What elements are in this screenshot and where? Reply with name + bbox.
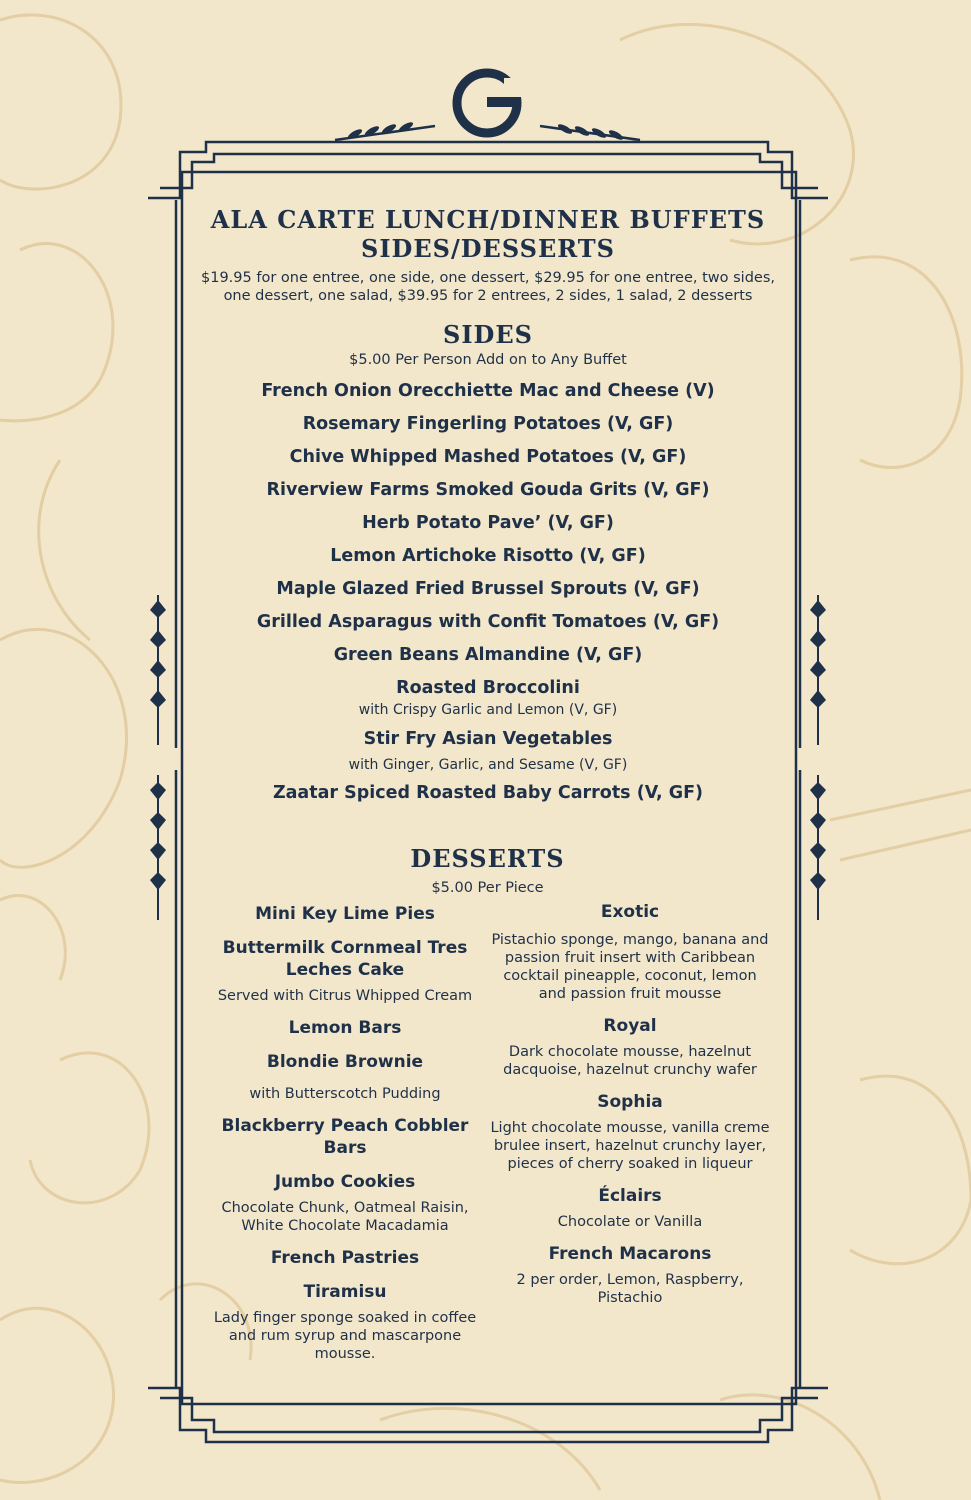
dessert-description: Lady finger sponge soaked in coffee and rum syrup and mascarpone mousse. (213, 1310, 477, 1362)
dessert-name: French Pastries (270, 1248, 420, 1268)
dessert-name: Sophia (597, 1092, 663, 1112)
menu-subtitle: SIDES/DESSERTS (360, 234, 615, 263)
side-item: Zaatar Spiced Roasted Baby Carrots (V, GF) (272, 783, 704, 803)
desserts-heading: DESSERTS (410, 844, 565, 873)
dessert-description: Chocolate Chunk, Oatmeal Raisin, White Chocolate Macadamia (221, 1200, 469, 1234)
dessert-description: Served with Citrus Whipped Cream (217, 988, 473, 1004)
sides-heading: SIDES (443, 320, 533, 349)
dessert-name: Buttermilk Cornmeal Tres Leches Cake (222, 938, 468, 980)
dessert-description: 2 per order, Lemon, Raspberry, Pistachio (516, 1272, 744, 1306)
desserts-section (205, 845, 770, 1363)
sides-price-note: $5.00 Per Person Add on to Any Buffet (349, 352, 627, 368)
dessert-name: Blondie Brownie (266, 1052, 424, 1072)
dessert-name: Exotic (600, 902, 660, 922)
dessert-description: Chocolate or Vanilla (557, 1214, 703, 1230)
side-item: Rosemary Fingerling Potatoes (V, GF) (302, 414, 674, 434)
side-item: Lemon Artichoke Risotto (V, GF) (330, 546, 646, 566)
dessert-name: Tiramisu (303, 1282, 387, 1302)
side-item: Green Beans Almandine (V, GF) (333, 645, 643, 665)
pricing-line-1: $19.95 for one entree, one side, one dessert, $29.95 for one entree, two sides, (201, 270, 775, 286)
side-item-description: with Ginger, Garlic, and Sesame (V, GF) (348, 757, 628, 773)
side-item: Herb Potato Pave’ (V, GF) (362, 513, 614, 533)
dessert-description: Dark chocolate mousse, hazelnut dacquoise, hazelnut crunchy wafer (503, 1044, 757, 1078)
sides-list (180, 380, 796, 804)
dessert-description: Pistachio sponge, mango, banana and passion fruit insert with Caribbean cocktail pineapple, coconut, lemon and passion fruit mousse (491, 932, 769, 1002)
dessert-description: Light chocolate mousse, vanilla creme brulee insert, hazelnut crunchy layer, pieces of cherry soaked in liqueur (490, 1120, 770, 1172)
side-item: French Onion Orecchiette Mac and Cheese (V) (261, 381, 715, 401)
menu-title: ALA CARTE LUNCH/DINNER BUFFETS (210, 205, 766, 234)
desserts-price-note: $5.00 Per Piece (431, 880, 544, 896)
dessert-name: Éclairs (598, 1186, 662, 1206)
side-item: Maple Glazed Fried Brussel Sprouts (V, GF) (276, 579, 700, 599)
dessert-name: Royal (603, 1016, 657, 1036)
side-item: Stir Fry Asian Vegetables (363, 729, 613, 749)
dessert-name: French Macarons (548, 1244, 712, 1264)
dessert-name: Mini Key Lime Pies (255, 904, 435, 924)
g-logo (450, 68, 524, 138)
desserts-left-column (205, 903, 485, 1363)
dessert-name: Lemon Bars (288, 1018, 402, 1038)
dessert-name: Blackberry Peach Cobbler Bars (221, 1116, 469, 1158)
desserts-right-column (490, 903, 770, 1363)
side-item: Grilled Asparagus with Confit Tomatoes (V, GF) (256, 612, 720, 632)
pricing-line-2: one dessert, one salad, $39.95 for 2 entrees, 2 sides, 1 salad, 2 desserts (223, 288, 753, 304)
side-item: Riverview Farms Smoked Gouda Grits (V, GF) (266, 480, 710, 500)
dessert-name: Jumbo Cookies (274, 1172, 416, 1192)
side-item: Chive Whipped Mashed Potatoes (V, GF) (289, 447, 687, 467)
side-item-description: with Crispy Garlic and Lemon (V, GF) (358, 702, 618, 718)
side-item: Roasted Broccolini (396, 678, 580, 698)
menu-content (180, 205, 796, 804)
dessert-description: with Butterscotch Pudding (249, 1086, 441, 1102)
